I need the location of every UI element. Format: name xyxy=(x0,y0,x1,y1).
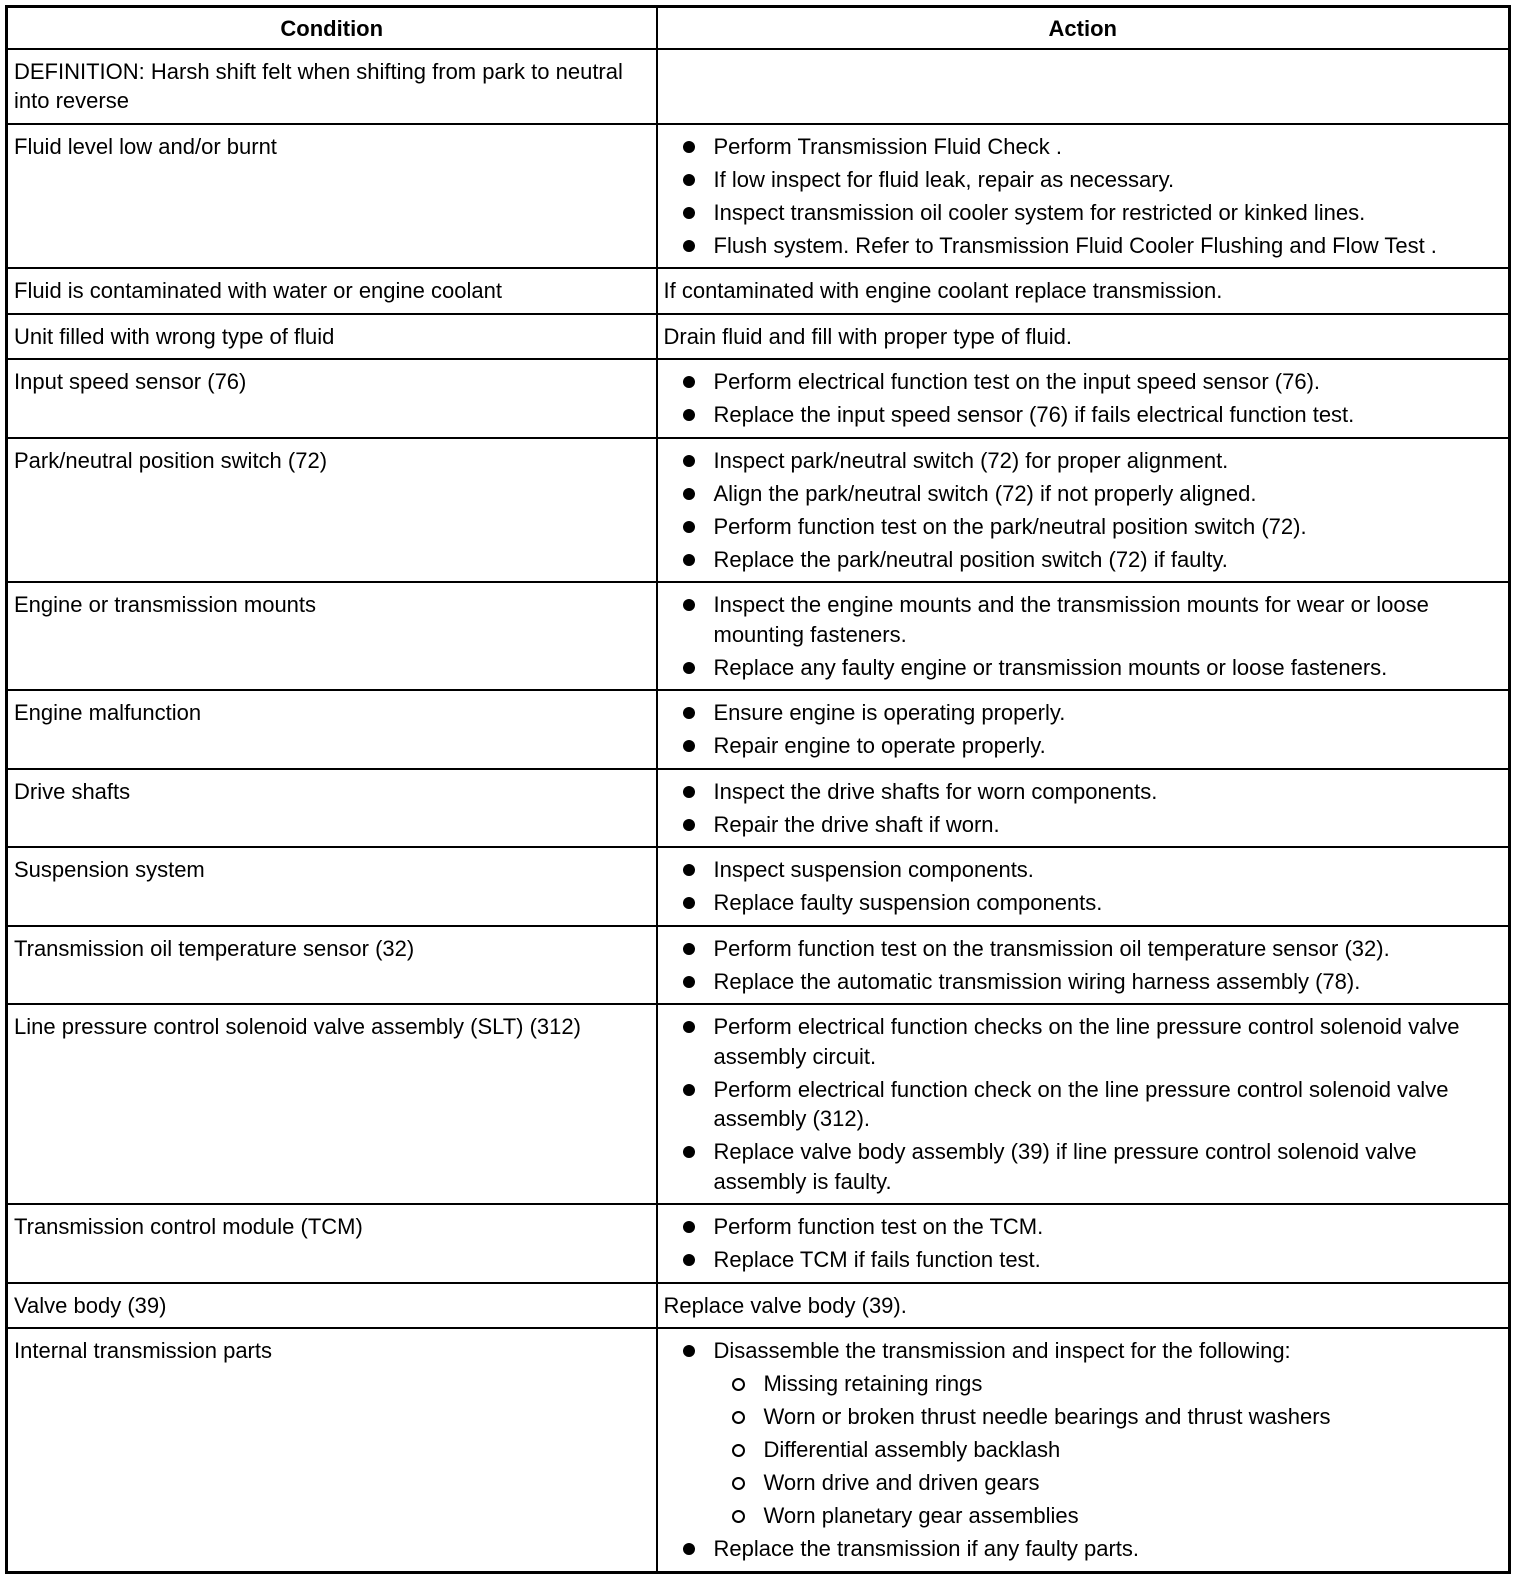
action-text: Inspect the drive shafts for worn components. xyxy=(713,778,1158,804)
bullet-icon xyxy=(683,707,695,719)
table-row xyxy=(7,1204,1510,1283)
sub-action-item xyxy=(714,1435,1503,1465)
condition-cell: Fluid is contaminated with water or engine coolant xyxy=(7,268,657,314)
bullet-icon xyxy=(683,1221,695,1233)
bullet-icon xyxy=(683,240,695,252)
action-text: Replace the transmission if any faulty parts. xyxy=(713,1536,1140,1561)
action-text: Align the park/neutral switch (72) if not properly aligned. xyxy=(713,480,1257,506)
table-row xyxy=(7,926,1510,1005)
action-item xyxy=(664,1534,1503,1564)
bullet-icon xyxy=(683,943,695,955)
condition-cell: Input speed sensor (76) xyxy=(7,359,657,438)
action-item xyxy=(664,165,1503,195)
action-item xyxy=(664,810,1503,840)
action-cell: Drain fluid and fill with proper type of fluid. xyxy=(657,314,1510,360)
bullet-icon xyxy=(683,1543,695,1555)
sub-action-item xyxy=(714,1468,1503,1498)
bullet-icon xyxy=(683,1254,695,1266)
circle-bullet-icon xyxy=(732,1378,745,1391)
action-cell xyxy=(657,1328,1510,1572)
column-header-action: Action xyxy=(657,7,1510,49)
header-row xyxy=(7,7,1510,49)
action-cell xyxy=(657,582,1510,690)
action-cell: If contaminated with engine coolant replace transmission. xyxy=(657,268,1510,314)
table-row xyxy=(7,1328,1510,1572)
action-item xyxy=(664,198,1503,228)
definition-action-empty xyxy=(657,49,1510,124)
action-list xyxy=(664,446,1503,575)
bullet-icon xyxy=(683,786,695,798)
action-text: Perform Transmission Fluid Check . xyxy=(713,133,1062,159)
bullet-icon xyxy=(683,455,695,467)
action-item xyxy=(664,698,1503,728)
action-text: Replace valve body assembly (39) if line pressure control solenoid valve assembly is faulty. xyxy=(713,1139,1417,1194)
condition-cell: Engine or transmission mounts xyxy=(7,582,657,690)
action-text: Disassemble the transmission and inspect for the following: xyxy=(713,1338,1291,1363)
definition-text: DEFINITION: Harsh shift felt when shifting from park to neutral into reverse xyxy=(7,49,657,124)
action-cell xyxy=(657,926,1510,1005)
condition-cell: Internal transmission parts xyxy=(7,1328,657,1572)
action-item xyxy=(664,653,1503,683)
action-item xyxy=(664,1212,1503,1242)
action-text: Perform function test on the park/neutral position switch (72). xyxy=(713,513,1307,539)
bullet-icon xyxy=(683,864,695,876)
condition-cell: Park/neutral position switch (72) xyxy=(7,438,657,583)
bullet-icon xyxy=(683,662,695,674)
action-item xyxy=(664,446,1503,476)
action-text: Replace the park/neutral position switch (72) if faulty. xyxy=(713,546,1228,572)
action-list xyxy=(664,1336,1503,1564)
action-item xyxy=(664,1075,1503,1134)
bullet-icon xyxy=(683,521,695,533)
action-cell xyxy=(657,847,1510,926)
bullet-icon xyxy=(683,174,695,186)
action-text: Flush system. Refer to Transmission Fluid Cooler Flushing and Flow Test . xyxy=(713,232,1437,258)
action-list xyxy=(664,934,1503,997)
action-item xyxy=(664,855,1503,885)
action-text: Perform electrical function test on the input speed sensor (76). xyxy=(713,369,1321,394)
bullet-icon xyxy=(683,1021,695,1033)
action-item xyxy=(664,400,1503,430)
action-item xyxy=(664,479,1503,509)
table-row xyxy=(7,582,1510,690)
sub-action-text: Missing retaining rings xyxy=(763,1371,983,1396)
bullet-icon xyxy=(683,409,695,421)
action-text: Inspect transmission oil cooler system for restricted or kinked lines. xyxy=(713,199,1366,225)
sub-action-item xyxy=(714,1501,1503,1531)
action-list xyxy=(664,132,1503,261)
action-text: Inspect park/neutral switch (72) for proper alignment. xyxy=(713,447,1229,473)
circle-bullet-icon xyxy=(732,1477,745,1490)
action-cell xyxy=(657,438,1510,583)
condition-cell: Drive shafts xyxy=(7,769,657,848)
bullet-icon xyxy=(683,207,695,219)
action-text: Inspect the engine mounts and the transmission mounts for wear or loose mounting fasteners. xyxy=(713,592,1429,647)
bullet-icon xyxy=(683,1084,695,1096)
action-item xyxy=(664,1336,1503,1531)
bullet-icon xyxy=(683,976,695,988)
action-text: Replace faulty suspension components. xyxy=(713,890,1103,915)
sub-action-item xyxy=(714,1369,1503,1399)
action-text: Replace any faulty engine or transmission mounts or loose fasteners. xyxy=(713,654,1388,680)
action-text: Replace TCM if fails function test. xyxy=(713,1247,1041,1272)
action-item xyxy=(664,934,1503,964)
bullet-icon xyxy=(683,819,695,831)
action-cell xyxy=(657,769,1510,848)
table-row xyxy=(7,359,1510,438)
sub-action-text: Differential assembly backlash xyxy=(763,1437,1061,1462)
table-row xyxy=(7,124,1510,269)
action-cell xyxy=(657,359,1510,438)
condition-cell: Engine malfunction xyxy=(7,690,657,769)
table-row xyxy=(7,690,1510,769)
circle-bullet-icon xyxy=(732,1444,745,1457)
action-item xyxy=(664,590,1503,649)
sub-action-item xyxy=(714,1402,1503,1432)
action-cell xyxy=(657,1204,1510,1283)
bullet-icon xyxy=(683,740,695,752)
sub-action-list xyxy=(714,1369,1503,1531)
action-item xyxy=(664,1137,1503,1196)
condition-cell: Unit filled with wrong type of fluid xyxy=(7,314,657,360)
bullet-icon xyxy=(683,554,695,566)
table-row xyxy=(7,847,1510,926)
action-cell xyxy=(657,124,1510,269)
bullet-icon xyxy=(683,1345,695,1357)
action-text: Perform function test on the TCM. xyxy=(713,1214,1044,1239)
action-item xyxy=(664,888,1503,918)
sub-action-text: Worn drive and driven gears xyxy=(763,1470,1040,1495)
action-text: Replace the input speed sensor (76) if fails electrical function test. xyxy=(713,402,1355,427)
action-text: If low inspect for fluid leak, repair as necessary. xyxy=(713,166,1175,192)
action-list xyxy=(664,698,1503,761)
table-row xyxy=(7,1004,1510,1204)
condition-cell: Suspension system xyxy=(7,847,657,926)
sub-action-text: Worn planetary gear assemblies xyxy=(763,1503,1079,1528)
action-text: Inspect suspension components. xyxy=(713,857,1034,882)
action-list xyxy=(664,777,1503,840)
action-cell: Replace valve body (39). xyxy=(657,1283,1510,1329)
bullet-icon xyxy=(683,1146,695,1158)
action-list xyxy=(664,1012,1503,1196)
diagnostic-table xyxy=(5,5,1511,1574)
condition-cell: Transmission oil temperature sensor (32) xyxy=(7,926,657,1005)
bullet-icon xyxy=(683,599,695,611)
bullet-icon xyxy=(683,141,695,153)
bullet-icon xyxy=(683,488,695,500)
column-header-condition: Condition xyxy=(7,7,657,49)
action-item xyxy=(664,231,1503,261)
action-text: Perform electrical function check on the line pressure control solenoid valve assembly (312). xyxy=(713,1076,1449,1131)
table-row xyxy=(7,1283,1510,1329)
action-list xyxy=(664,1212,1503,1275)
table-row xyxy=(7,314,1510,360)
action-list xyxy=(664,590,1503,682)
action-item xyxy=(664,777,1503,807)
action-cell xyxy=(657,1004,1510,1204)
action-text: Repair the drive shaft if worn. xyxy=(713,811,1000,837)
action-text: Perform function test on the transmission oil temperature sensor (32). xyxy=(713,935,1390,961)
action-item xyxy=(664,367,1503,397)
action-text: Repair engine to operate properly. xyxy=(713,733,1046,758)
condition-cell: Valve body (39) xyxy=(7,1283,657,1329)
action-cell xyxy=(657,690,1510,769)
action-item xyxy=(664,512,1503,542)
action-list xyxy=(664,855,1503,918)
action-item xyxy=(664,1245,1503,1275)
bullet-icon xyxy=(683,897,695,909)
action-list xyxy=(664,367,1503,430)
condition-cell: Line pressure control solenoid valve assembly (SLT) (312) xyxy=(7,1004,657,1204)
circle-bullet-icon xyxy=(732,1411,745,1424)
action-text: Replace the automatic transmission wiring harness assembly (78). xyxy=(713,968,1361,994)
action-item xyxy=(664,1012,1503,1071)
action-item xyxy=(664,132,1503,162)
bullet-icon xyxy=(683,376,695,388)
table-row xyxy=(7,769,1510,848)
table-row xyxy=(7,438,1510,583)
action-text: Perform electrical function checks on the line pressure control solenoid valve assembly circuit. xyxy=(713,1014,1460,1069)
sub-action-text: Worn or broken thrust needle bearings and thrust washers xyxy=(763,1404,1331,1429)
action-item xyxy=(664,731,1503,761)
condition-cell: Fluid level low and/or burnt xyxy=(7,124,657,269)
table-row xyxy=(7,268,1510,314)
definition-row xyxy=(7,49,1510,124)
circle-bullet-icon xyxy=(732,1510,745,1523)
condition-cell: Transmission control module (TCM) xyxy=(7,1204,657,1283)
action-item xyxy=(664,967,1503,997)
action-item xyxy=(664,545,1503,575)
action-text: Ensure engine is operating properly. xyxy=(713,700,1066,725)
